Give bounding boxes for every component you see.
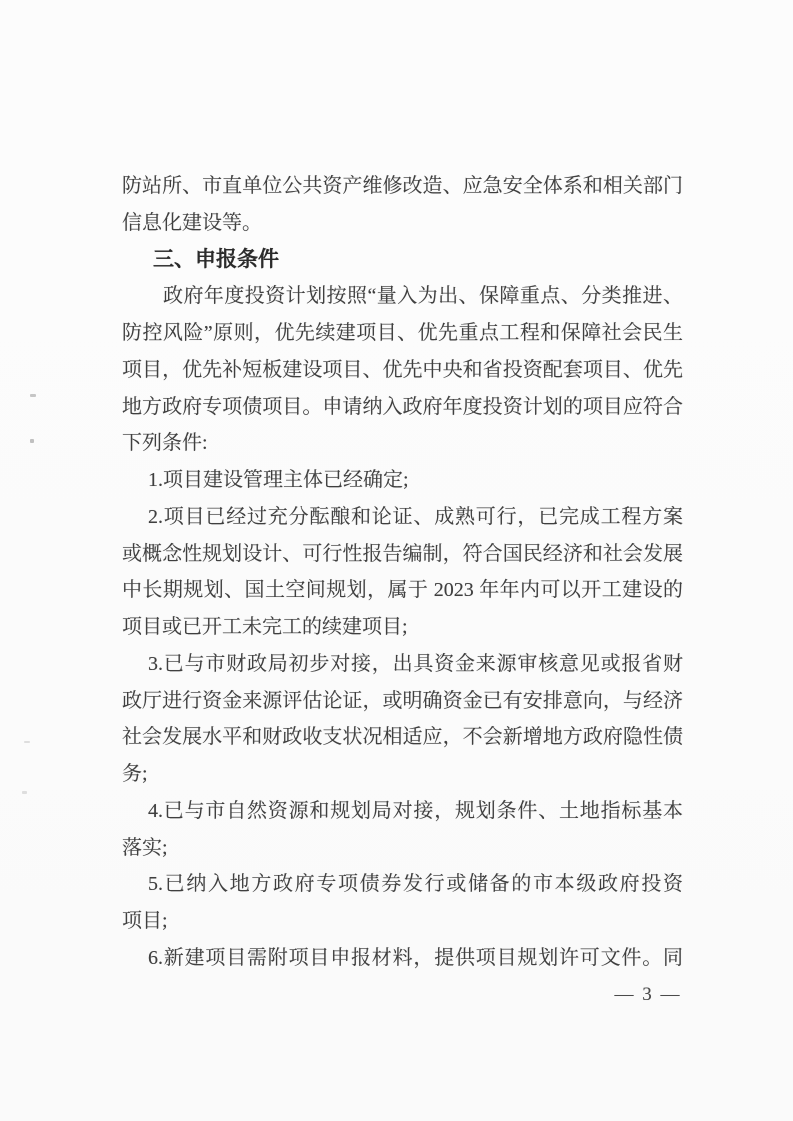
document-line: 项目; [122, 910, 168, 932]
page-number: — 3 — [614, 984, 682, 1005]
document-line: 中长期规划、国土空间规划，属于 2023 年年内可以开工建设的 [122, 579, 683, 602]
document-list-item: 6.新建项目需附项目申报材料，提供项目规划许可文件。同 [148, 946, 683, 969]
scan-speckle [22, 791, 27, 794]
document-list-item: 3.已与市财政局初步对接，出具资金来源审核意见或报省财 [148, 652, 683, 675]
document-line: 下列条件: [122, 432, 208, 455]
document-line: 项目或已开工未完工的续建项目; [122, 616, 408, 638]
document-line: 防站所、市直单位公共资产维修改造、应急安全体系和相关部门 [122, 175, 683, 197]
document-line: 务; [122, 763, 148, 785]
scan-speckle [30, 439, 34, 443]
document-list-item: 1.项目建设管理主体已经确定; [148, 469, 409, 491]
section-heading: 三、申报条件 [153, 247, 279, 271]
document-line: 或概念性规划设计、可行性报告编制，符合国民经济和社会发展 [122, 542, 683, 565]
document-line: 项目，优先补短板建设项目、优先中央和省投资配套项目、优先 [122, 358, 683, 381]
document-line: 落实; [122, 836, 168, 859]
document-line: 地方政府专项债项目。申请纳入政府年度投资计划的项目应符合 [122, 395, 683, 418]
document-text-block [122, 168, 683, 977]
document-list-item: 4.已与市自然资源和规划局对接，规划条件、土地指标基本 [148, 799, 683, 822]
document-list-item: 5.已纳入地方政府专项债券发行或储备的市本级政府投资 [148, 873, 683, 896]
document-line: 社会发展水平和财政收支状况相适应，不会新增地方政府隐性债 [122, 726, 683, 749]
document-list-item: 2.项目已经过充分酝酿和论证、成熟可行，已完成工程方案 [148, 505, 683, 528]
document-line: 防控风险”原则，优先续建项目、优先重点工程和保障社会民生 [122, 322, 683, 344]
scan-speckle [30, 394, 36, 397]
document-line: 政府年度投资计划按照“量入为出、保障重点、分类推进、 [163, 285, 683, 308]
document-line: 政厅进行资金来源评估论证，或明确资金已有安排意向，与经济 [122, 689, 683, 712]
document-line: 信息化建设等。 [122, 211, 262, 234]
scan-speckle [24, 741, 30, 743]
